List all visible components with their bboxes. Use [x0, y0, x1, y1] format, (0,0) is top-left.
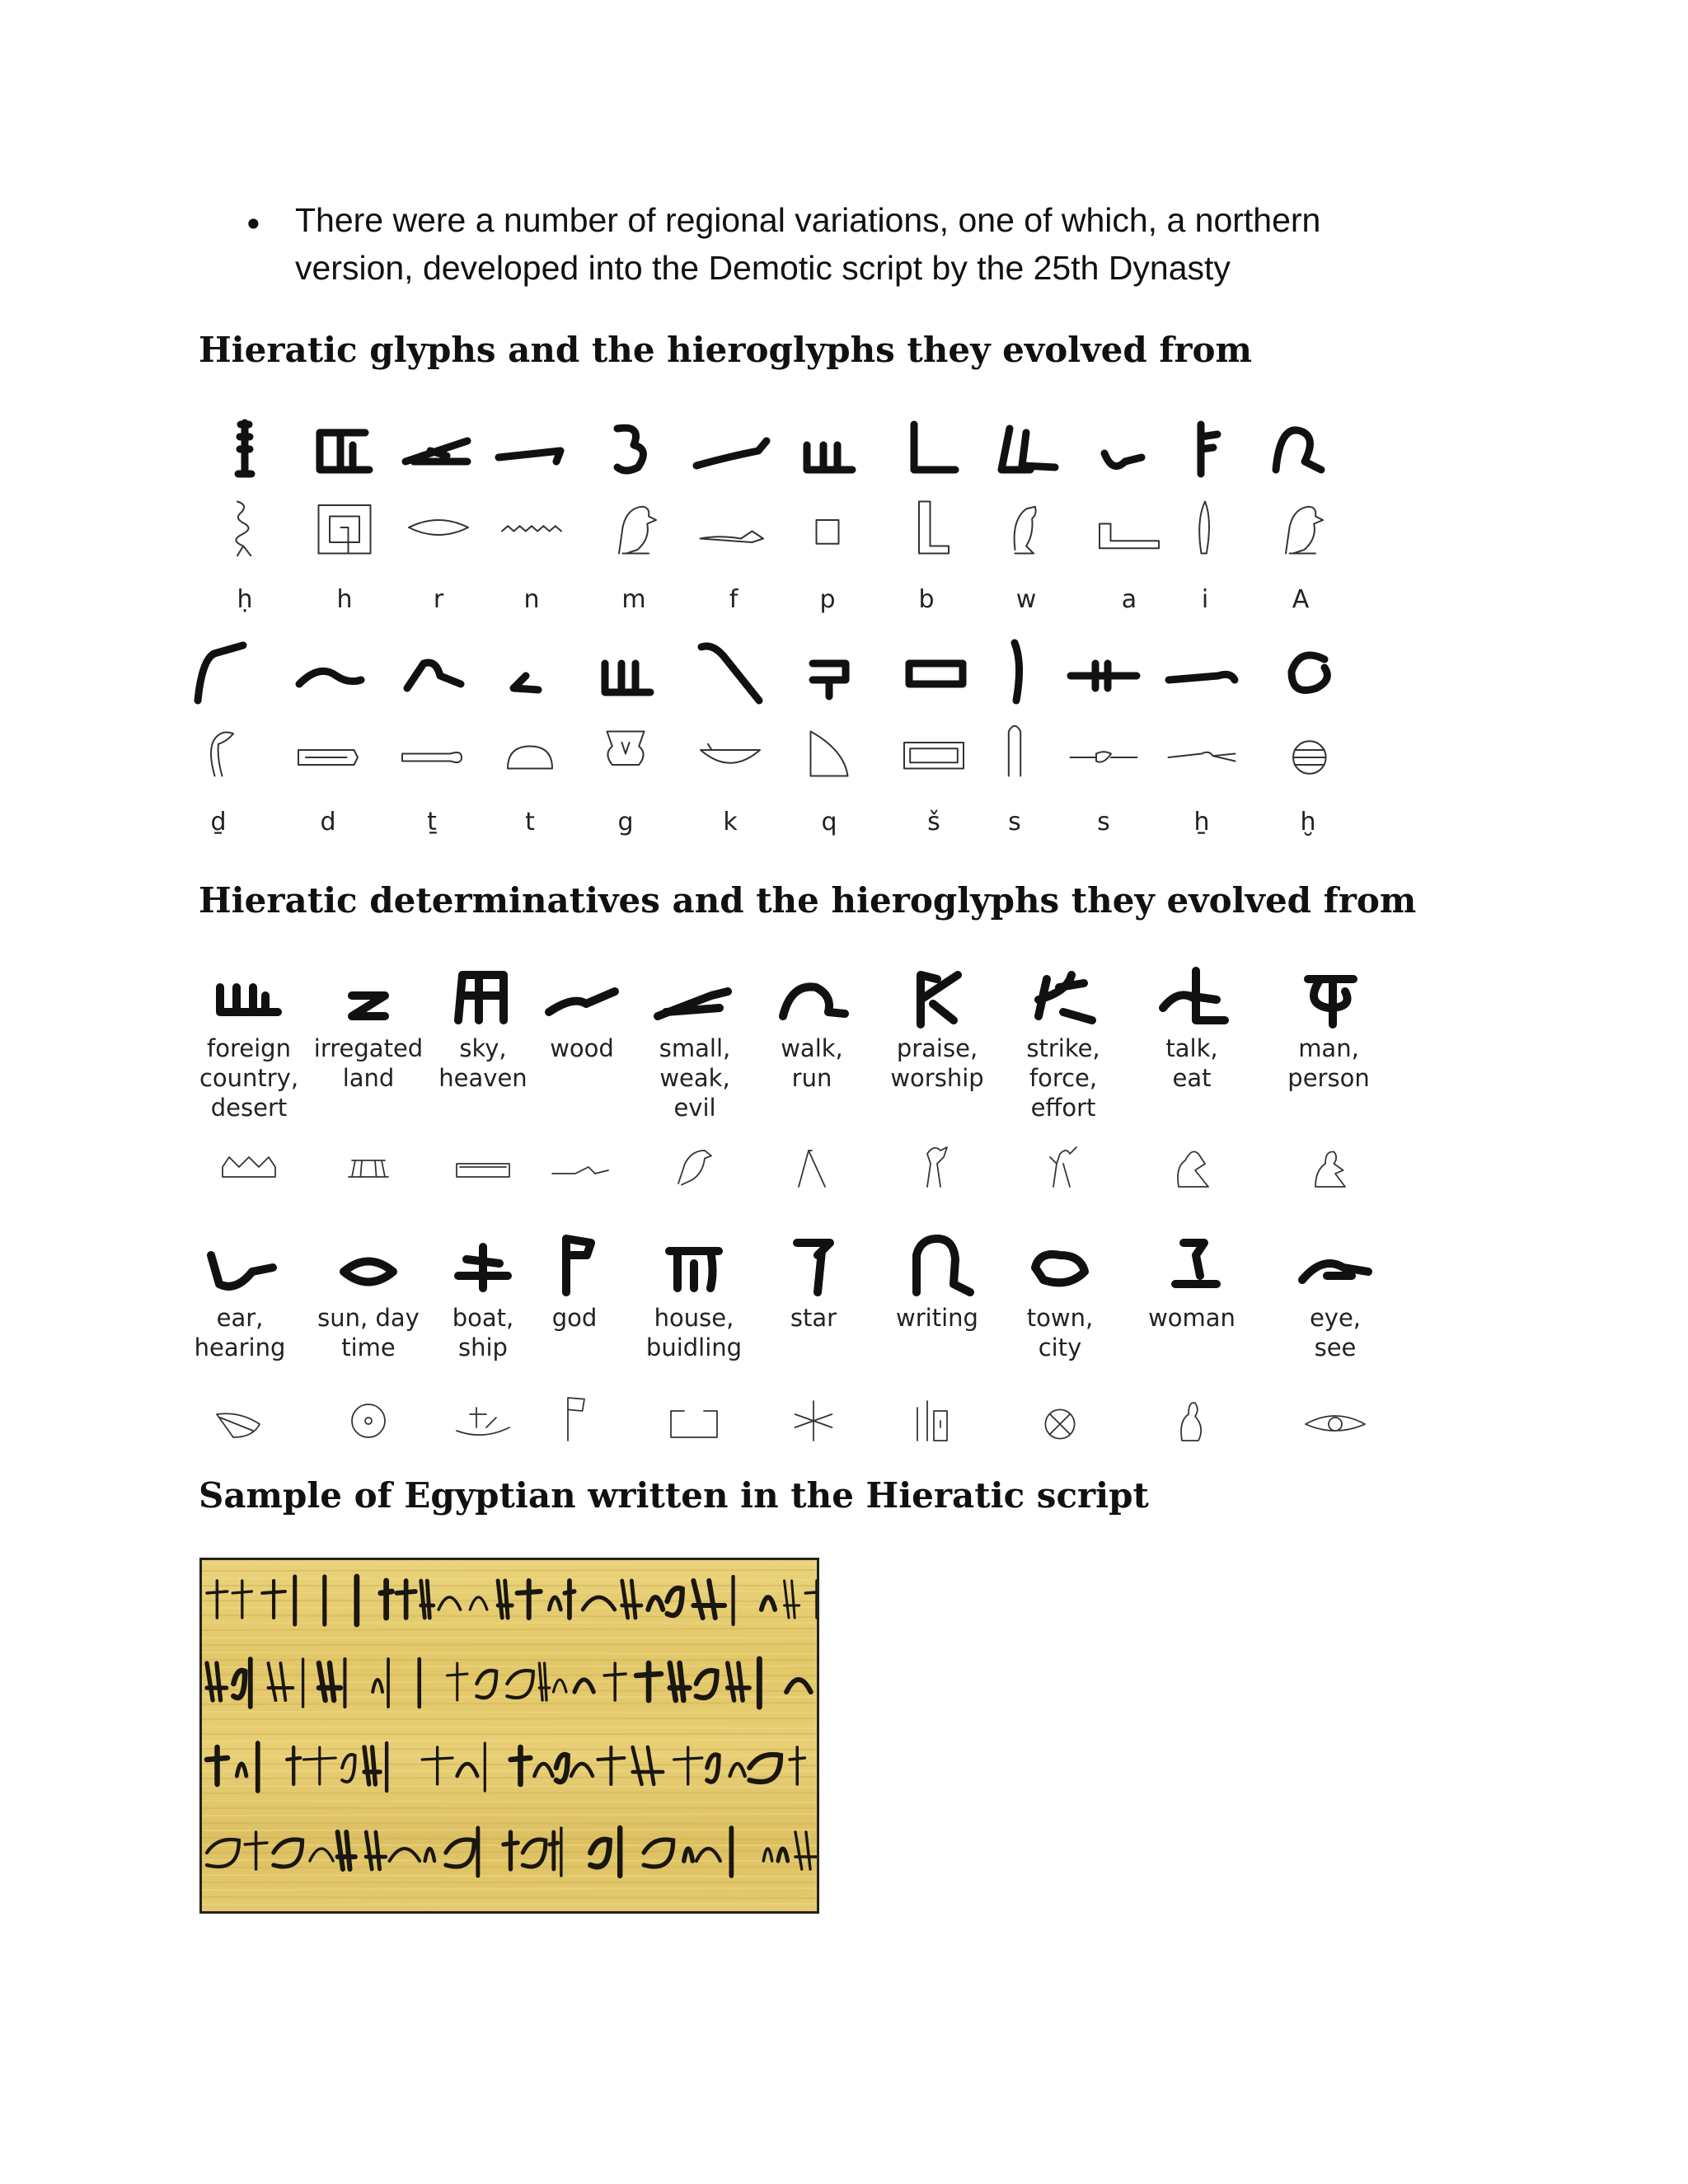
transliteration-label: m [621, 585, 646, 614]
papyrus-fiber [202, 1690, 817, 1691]
meaning-line: eat [1172, 1064, 1212, 1092]
hieroglyph-determinative-icon [661, 1389, 727, 1446]
hieroglyph-icon [493, 717, 567, 783]
bullet-line-1: There were a number of regional variations, one of which, a northern [295, 201, 1321, 239]
hieratic-ink-stroke [778, 1849, 788, 1861]
hieratic-ink-stroke [446, 1840, 474, 1867]
meaning-line: weak, [659, 1064, 730, 1092]
hieroglyph-determinative-icon [542, 1389, 607, 1446]
hieroglyph-determinative-icon [662, 1135, 728, 1193]
hieroglyph-icon [401, 494, 476, 560]
meaning-line: eye, [1309, 1304, 1362, 1332]
hieratic-ink-stroke [534, 1764, 552, 1776]
meaning-line: small, [659, 1034, 731, 1062]
hieratic-determinative-icon [1294, 1230, 1376, 1296]
hieratic-glyph-icon [689, 639, 771, 705]
bullet-paragraph [295, 196, 1449, 292]
transliteration-label: k [723, 808, 738, 837]
hieratic-glyph-icon [303, 416, 386, 482]
hieratic-determinative-icon [771, 963, 853, 1029]
hieroglyph-icon [597, 494, 671, 560]
hieroglyph-determinative-icon [904, 1389, 970, 1446]
meaning-line: sun, day [317, 1304, 420, 1332]
papyrus-fiber [202, 1652, 817, 1654]
transliteration-label: i [1201, 585, 1209, 614]
hieratic-ink-stroke [425, 1849, 435, 1861]
meaning-line: talk, [1165, 1034, 1218, 1062]
transliteration-label: d [320, 808, 336, 837]
hieratic-ink-stroke [633, 1747, 663, 1784]
papyrus-fiber [202, 1814, 817, 1816]
hieroglyph-icon [792, 717, 866, 783]
hieratic-determinative-icon [896, 1230, 978, 1296]
determinative-meaning [990, 1303, 1130, 1362]
determinative-meaning [742, 1033, 882, 1093]
hieratic-glyph-icon [1259, 416, 1342, 482]
hieroglyph-determinative-icon [779, 1135, 845, 1193]
hieratic-ink-stroke [390, 1849, 420, 1861]
meaning-line: country, [199, 1064, 299, 1092]
hieroglyph-determinative-icon [1030, 1135, 1096, 1193]
hieratic-glyph-icon [1267, 639, 1349, 705]
transliteration-label: ḥ [237, 585, 253, 614]
meaning-line: house, [654, 1304, 734, 1332]
hieroglyph-icon [307, 494, 382, 560]
meaning-line: evil [673, 1094, 716, 1122]
bullet-line-2: version, developed into the Demotic script by the 25th Dynasty [295, 249, 1231, 287]
hieroglyph-icon [693, 717, 767, 783]
hieratic-glyph-icon [1164, 416, 1246, 482]
transliteration-label: s [1008, 808, 1021, 837]
meaning-line: god [551, 1304, 598, 1332]
papyrus-fiber [202, 1666, 817, 1667]
transliteration-label: r [433, 585, 444, 614]
hieratic-ink-stroke [696, 1849, 720, 1861]
transliteration-label: ḫ [1300, 808, 1316, 837]
meaning-line: woman [1148, 1304, 1236, 1332]
hieroglyph-determinative-icon [335, 1135, 401, 1193]
hieratic-glyph-icon [692, 416, 775, 482]
hieroglyph-icon [889, 494, 964, 560]
hieroglyph-icon [790, 494, 865, 560]
hieroglyph-determinative-icon [207, 1389, 273, 1446]
hieratic-glyph-icon [885, 416, 968, 482]
hieroglyph-icon [181, 717, 256, 783]
transliteration-label: A [1292, 585, 1310, 614]
papyrus-fiber [202, 1644, 817, 1645]
hieratic-determinative-icon [541, 963, 623, 1029]
transliteration-label: t [525, 808, 535, 837]
hieratic-ink-stroke [233, 1671, 245, 1698]
meaning-line: walk, [781, 1034, 843, 1062]
papyrus-fiber [202, 1904, 817, 1905]
hieroglyph-determinative-icon [904, 1135, 970, 1193]
hieroglyph-determinative-icon [549, 1135, 615, 1193]
hieroglyph-determinative-icon [216, 1135, 282, 1193]
hieroglyph-icon [1092, 494, 1166, 560]
bullet-marker: • [243, 204, 264, 245]
hieratic-determinative-icon [1151, 1230, 1233, 1296]
hieroglyph-icon [1067, 717, 1141, 783]
hieratic-determinative-icon [1151, 963, 1233, 1029]
meaning-line: foreign [207, 1034, 291, 1062]
meaning-line: city [1038, 1333, 1082, 1361]
meaning-line: see [1314, 1333, 1357, 1361]
papyrus-fiber [202, 1740, 817, 1741]
hieratic-glyph-icon [893, 639, 975, 705]
transliteration-label: q [821, 808, 837, 837]
hieratic-glyph-icon [287, 639, 369, 705]
papyrus-fiber [202, 1718, 817, 1719]
transliteration-label: š [927, 808, 940, 837]
hieratic-determinative-icon [533, 1230, 616, 1296]
meaning-line: boat, [452, 1304, 514, 1332]
papyrus-fiber [202, 1875, 817, 1877]
determinative-meaning [1259, 1033, 1399, 1093]
meaning-line: praise, [896, 1034, 978, 1062]
hieroglyph-icon [978, 717, 1052, 783]
hieroglyph-determinative-icon [450, 1135, 516, 1193]
transliteration-label: b [918, 585, 935, 614]
determinative-meaning [867, 1033, 1007, 1093]
hieratic-glyph-icon [593, 416, 675, 482]
hieratic-glyph-icon [786, 416, 869, 482]
meaning-line: force, [1029, 1064, 1098, 1092]
meaning-line: town, [1026, 1304, 1094, 1332]
transliteration-label: h [336, 585, 353, 614]
meaning-line: wood [550, 1034, 614, 1062]
meaning-line: run [791, 1064, 832, 1092]
hieratic-ink-stroke [511, 1747, 531, 1784]
hieratic-ink-stroke [504, 1832, 518, 1869]
heading-glyphs: Hieratic glyphs and the hieroglyphs they evolved from [199, 330, 1252, 370]
hieratic-ink-stroke [457, 1764, 478, 1776]
heading-determinatives: Hieratic determinatives and the hieroglyphs they evolved from [199, 880, 1417, 921]
meaning-line: time [341, 1333, 396, 1361]
hieratic-determinative-icon [653, 1230, 735, 1296]
hieroglyph-icon [696, 494, 771, 560]
hieratic-ink-stroke [590, 1840, 609, 1867]
papyrus-fiber [202, 1563, 817, 1564]
papyrus-fiber [202, 1786, 817, 1787]
meaning-line: ear, [216, 1304, 264, 1332]
hieroglyph-determinative-icon [1159, 1389, 1225, 1446]
meaning-line: ship [458, 1333, 508, 1361]
transliteration-label: ẖ [1193, 808, 1210, 837]
determinative-meaning [170, 1303, 310, 1362]
meaning-line: buidling [645, 1333, 743, 1361]
hieroglyph-icon [395, 717, 469, 783]
hieroglyph-icon [1264, 494, 1338, 560]
hieratic-glyph-icon [1160, 639, 1243, 705]
hieratic-ink-stroke [684, 1849, 693, 1861]
hieroglyph-icon [208, 494, 282, 560]
meaning-line: hearing [194, 1333, 286, 1361]
hieratic-glyph-icon [397, 416, 480, 482]
hieratic-determinative-icon [1287, 963, 1370, 1029]
hieratic-determinative-icon [1019, 1230, 1101, 1296]
hieratic-ink-stroke [644, 1840, 673, 1867]
hieroglyph-icon [897, 717, 971, 783]
hieratic-ink-stroke [598, 1747, 624, 1784]
meaning-line: worship [890, 1064, 984, 1092]
meaning-line: heaven [438, 1064, 528, 1092]
hieratic-ink-stroke [237, 1764, 246, 1776]
hieratic-glyph-icon [985, 416, 1067, 482]
hieratic-glyph-icon [489, 639, 571, 705]
hieratic-glyph-icon [1062, 639, 1145, 705]
hieroglyph-icon [989, 494, 1063, 560]
meaning-line: star [790, 1304, 837, 1332]
hieratic-determinative-icon [327, 963, 410, 1029]
hieroglyph-determinative-icon [1296, 1135, 1362, 1193]
hieratic-ink-stroke [550, 1832, 558, 1869]
hieratic-glyph-icon [1088, 416, 1170, 482]
meaning-line: irregated [313, 1034, 424, 1062]
transliteration-label: p [819, 585, 836, 614]
transliteration-label: s [1097, 808, 1110, 837]
hieroglyph-determinative-icon [1027, 1389, 1093, 1446]
hieratic-determinative-icon [208, 963, 290, 1029]
transliteration-label: a [1121, 585, 1137, 614]
hieratic-papyrus-sample [199, 1558, 819, 1914]
papyrus-script-image [202, 1560, 817, 1911]
hieratic-glyph-icon [584, 639, 667, 705]
meaning-line: land [342, 1064, 395, 1092]
meaning-line: sky, [459, 1034, 507, 1062]
meaning-line: strike, [1026, 1034, 1100, 1062]
hieratic-glyph-icon [177, 639, 260, 705]
transliteration-label: ṯ [427, 808, 437, 837]
determinative-meaning [993, 1033, 1133, 1122]
determinative-meaning [1122, 1033, 1262, 1093]
papyrus-fiber [202, 1888, 817, 1890]
hieroglyph-determinative-icon [781, 1389, 846, 1446]
determinative-meaning [867, 1303, 1007, 1333]
hieratic-ink-stroke [310, 1849, 333, 1861]
transliteration-label: n [523, 585, 540, 614]
papyrus-fiber [202, 1629, 817, 1630]
papyrus-fiber [202, 1703, 817, 1704]
hieroglyph-icon [588, 717, 663, 783]
hieratic-determinative-icon [199, 1230, 281, 1296]
hieratic-glyph-icon [204, 416, 286, 482]
hieroglyph-icon [291, 717, 365, 783]
meaning-line: effort [1030, 1094, 1096, 1122]
meaning-line: desert [210, 1094, 288, 1122]
hieroglyph-determinative-icon [1302, 1389, 1368, 1446]
hieratic-glyph-icon [490, 416, 573, 482]
determinative-meaning [1265, 1303, 1405, 1362]
meaning-line: person [1287, 1064, 1370, 1092]
hieratic-determinative-icon [654, 963, 736, 1029]
hieratic-determinative-icon [327, 1230, 410, 1296]
papyrus-fiber [202, 1727, 817, 1728]
hieratic-glyph-icon [973, 639, 1056, 705]
transliteration-label: f [729, 585, 738, 614]
hieroglyph-determinative-icon [1159, 1135, 1225, 1193]
meaning-line: writing [896, 1304, 978, 1332]
hieratic-glyph-icon [788, 639, 870, 705]
hieratic-determinative-icon [1022, 963, 1104, 1029]
papyrus-fiber [202, 1897, 817, 1898]
heading-sample: Sample of Egyptian written in the Hieratic script [199, 1475, 1149, 1516]
hieratic-determinative-icon [772, 1230, 855, 1296]
hieratic-ink-stroke [523, 1840, 546, 1867]
determinative-meaning [1122, 1303, 1262, 1333]
transliteration-label: g [617, 808, 634, 837]
transliteration-label: w [1015, 585, 1037, 614]
hieroglyph-determinative-icon [450, 1389, 516, 1446]
hieroglyph-determinative-icon [335, 1389, 401, 1446]
papyrus-fiber [202, 1801, 817, 1802]
hieroglyph-icon [495, 494, 569, 560]
meaning-line: man, [1298, 1034, 1359, 1062]
transliteration-label: ḏ [210, 808, 227, 837]
hieratic-determinative-icon [442, 1230, 524, 1296]
determinative-meaning [743, 1303, 884, 1333]
papyrus-fiber [202, 1570, 817, 1571]
hieroglyph-icon [1168, 494, 1242, 560]
papyrus-fiber [202, 1823, 817, 1824]
hieratic-determinative-icon [442, 963, 524, 1029]
hieroglyph-icon [1165, 717, 1239, 783]
hieratic-glyph-icon [391, 639, 473, 705]
papyrus-fiber [202, 1712, 817, 1713]
hieratic-determinative-icon [896, 963, 978, 1029]
hieroglyph-icon [1271, 717, 1345, 783]
